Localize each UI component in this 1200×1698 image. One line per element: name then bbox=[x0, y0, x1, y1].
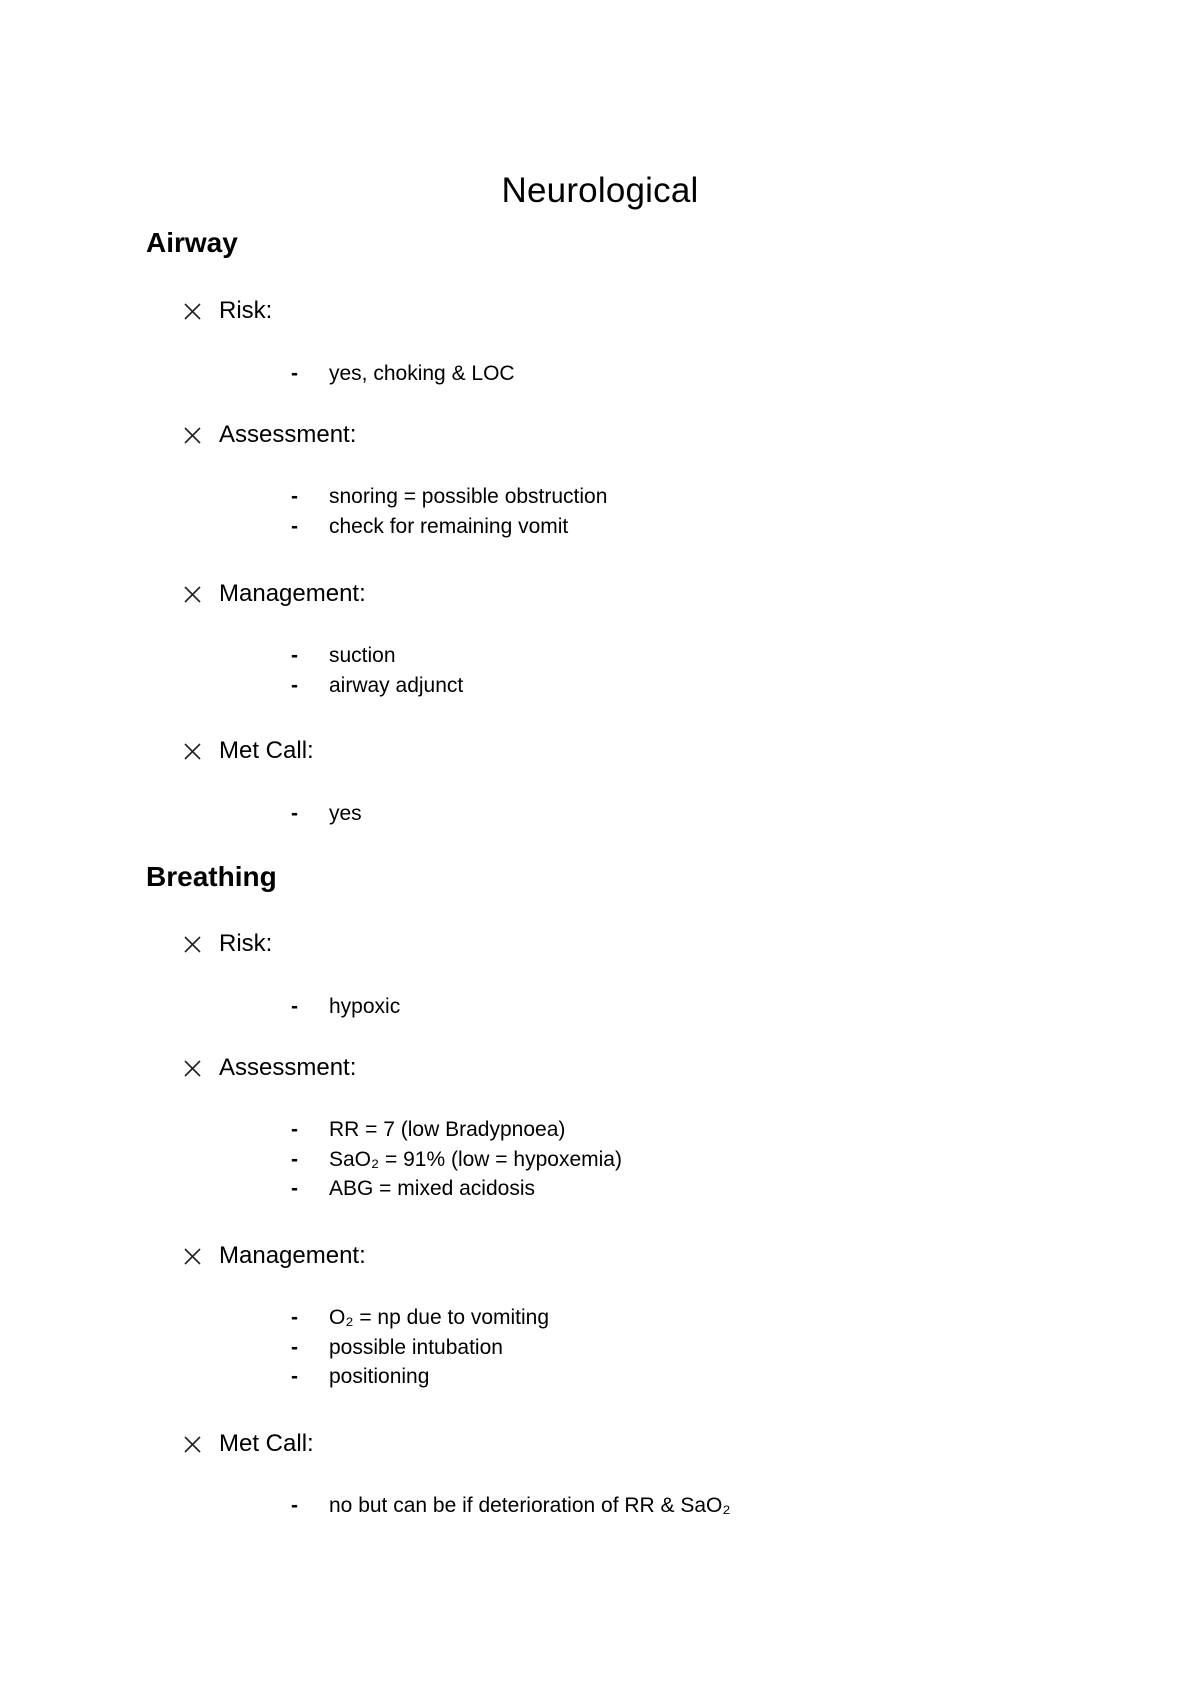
detail-list bbox=[291, 1115, 622, 1204]
detail-text: O₂ = np due to vomiting bbox=[329, 1306, 550, 1329]
dash-bullet-icon: - bbox=[291, 1177, 298, 1200]
detail-text: RR = 7 (low Bradypnoea) bbox=[329, 1118, 566, 1141]
criterion-breathing-management bbox=[183, 1242, 366, 1270]
list-item bbox=[291, 1303, 549, 1333]
list-item bbox=[291, 1362, 549, 1392]
dash-bullet-icon: - bbox=[291, 1118, 298, 1141]
dash-bullet-icon: - bbox=[291, 673, 298, 697]
detail-list bbox=[291, 482, 607, 541]
detail-text: check for remaining vomit bbox=[329, 514, 569, 538]
detail-text: hypoxic bbox=[329, 995, 401, 1018]
criterion-label: Risk: bbox=[219, 297, 273, 324]
cross-icon bbox=[183, 302, 202, 321]
cross-icon bbox=[183, 1435, 202, 1454]
criterion-label: Assessment: bbox=[219, 1054, 357, 1081]
list-item bbox=[291, 359, 515, 389]
section-heading-airway: Airway bbox=[146, 227, 238, 258]
cross-icon bbox=[183, 1247, 202, 1266]
detail-text: ABG = mixed acidosis bbox=[329, 1177, 536, 1200]
list-item bbox=[291, 992, 400, 1022]
detail-list bbox=[291, 799, 362, 829]
list-item bbox=[291, 512, 607, 542]
dash-bullet-icon: - bbox=[291, 485, 298, 508]
dash-bullet-icon: - bbox=[291, 1494, 298, 1517]
detail-text: yes bbox=[329, 802, 362, 825]
list-item bbox=[291, 1174, 622, 1204]
detail-text: possible intubation bbox=[329, 1335, 503, 1359]
detail-text: airway adjunct bbox=[329, 673, 464, 697]
criterion-airway-met-call bbox=[183, 737, 314, 765]
dash-bullet-icon: - bbox=[291, 514, 298, 538]
detail-text: positioning bbox=[329, 1365, 430, 1388]
detail-list bbox=[291, 992, 400, 1022]
criterion-breathing-met-call bbox=[183, 1430, 314, 1458]
list-item bbox=[291, 1333, 549, 1363]
cross-icon bbox=[183, 935, 202, 954]
criterion-label: Management: bbox=[219, 1242, 366, 1269]
criterion-label: Met Call: bbox=[219, 1430, 314, 1457]
list-item bbox=[291, 482, 607, 512]
list-item bbox=[291, 641, 463, 671]
criterion-breathing-risk bbox=[183, 930, 272, 958]
detail-text: yes, choking & LOC bbox=[329, 362, 515, 385]
detail-text: SaO₂ = 91% (low = hypoxemia) bbox=[329, 1147, 622, 1171]
cross-icon bbox=[183, 1059, 202, 1078]
dash-bullet-icon: - bbox=[291, 995, 298, 1018]
criterion-breathing-assessment bbox=[183, 1054, 356, 1082]
dash-bullet-icon: - bbox=[291, 1306, 298, 1329]
dash-bullet-icon: - bbox=[291, 362, 298, 385]
detail-text: suction bbox=[329, 644, 396, 667]
criterion-label: Met Call: bbox=[219, 737, 314, 764]
detail-text: snoring = possible obstruction bbox=[329, 485, 608, 508]
dash-bullet-icon: - bbox=[291, 1365, 298, 1388]
dash-bullet-icon: - bbox=[291, 802, 298, 825]
list-item bbox=[291, 799, 362, 829]
dash-bullet-icon: - bbox=[291, 644, 298, 667]
criterion-label: Assessment: bbox=[219, 421, 357, 448]
cross-icon bbox=[183, 426, 202, 445]
cross-icon bbox=[183, 742, 202, 761]
dash-bullet-icon: - bbox=[291, 1335, 298, 1359]
criterion-airway-risk bbox=[183, 297, 272, 325]
detail-list bbox=[291, 1491, 731, 1521]
criterion-label: Risk: bbox=[219, 930, 273, 957]
criterion-airway-assessment bbox=[183, 421, 356, 449]
criterion-label: Management: bbox=[219, 580, 366, 607]
detail-text: no but can be if deterioration of RR & SaO₂ bbox=[329, 1494, 731, 1517]
cross-icon bbox=[183, 585, 202, 604]
section-heading-breathing: Breathing bbox=[146, 861, 277, 892]
detail-list bbox=[291, 1303, 549, 1392]
dash-bullet-icon: - bbox=[291, 1147, 298, 1171]
detail-list bbox=[291, 359, 515, 389]
list-item bbox=[291, 1491, 731, 1521]
list-item bbox=[291, 1115, 622, 1145]
list-item bbox=[291, 1145, 622, 1175]
detail-list bbox=[291, 641, 463, 700]
criterion-airway-management bbox=[183, 580, 366, 608]
page-title: Neurological bbox=[501, 171, 699, 211]
list-item bbox=[291, 671, 463, 701]
